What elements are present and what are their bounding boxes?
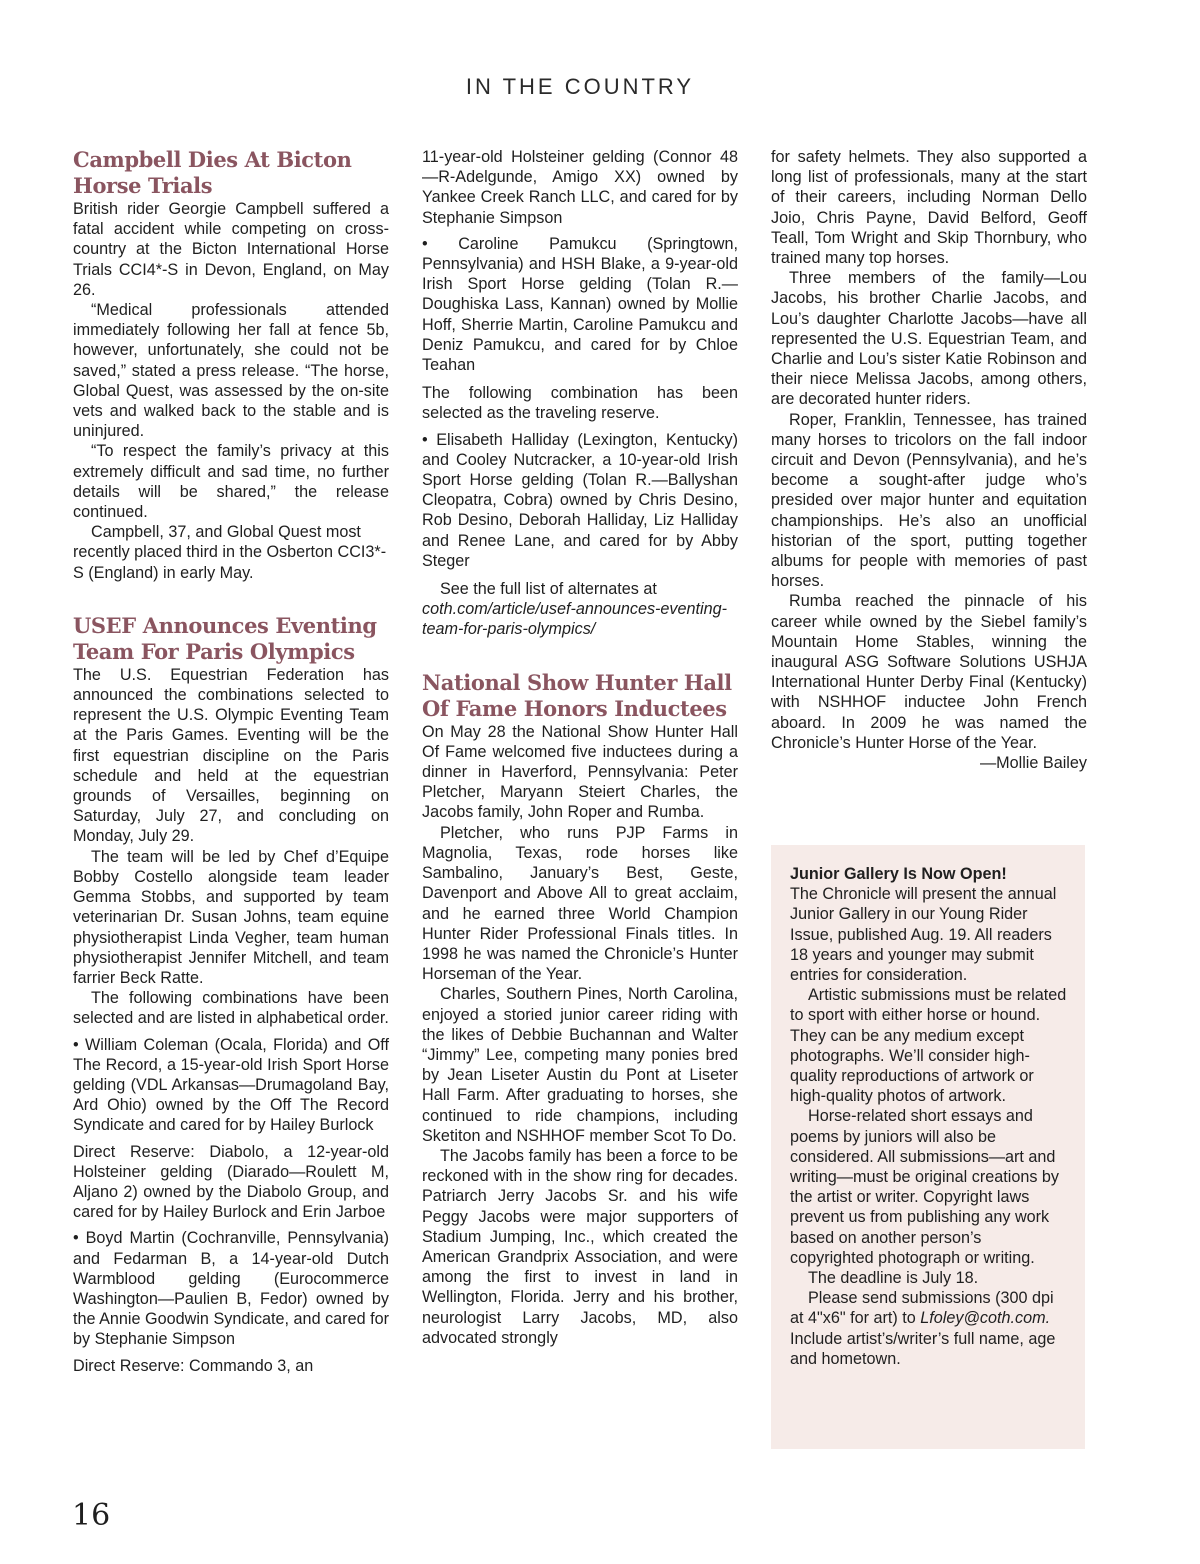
article-headline: USEF Announces Eventing Team For Paris Olympics: [73, 612, 377, 664]
junior-gallery-box: [771, 845, 1085, 1449]
list-item: • Caroline Pamukcu (Springtown, Pennsylvania) and HSH Blake, a 9-year-old Irish Sport Horse gelding (Tolan R.—Doughiska Lass, Kannan) owned by Mollie Hoff, Sherrie Martin, Caroline Pamukcu and Deniz Pamukcu, and cared for by Chloe Teahan: [422, 234, 738, 375]
gallery-submission: [790, 1288, 1067, 1369]
article-headline: National Show Hunter Hall Of Fame Honors Inductees: [422, 669, 732, 721]
body-paragraph: Roper, Franklin, Tennessee, has trained many horses to tricolors on the fall indoor circuit and Devon (Pennsylvania), and he’s become a sought-after judge who’s presided over major hunter and equitation championships. He’s also an unofficial historian of the sport, putting together albums for people with memories of past horses.: [771, 410, 1087, 591]
article-link[interactable]: coth.com/article/usef-announces-eventing-team-for-paris-olympics/: [422, 600, 728, 639]
reserve-note: Direct Reserve: Commando 3, an: [73, 1356, 314, 1375]
list-item: • William Coleman (Ocala, Florida) and Off The Record, a 15-year-old Irish Sport Horse gelding (VDL Arkansas—Drumagoland Bay, Ard Ohio) owned by the Off The Record Syndicate and cared for by Hailey Burlock: [73, 1035, 389, 1135]
body-paragraph: Three members of the family—Lou Jacobs, his brother Charlie Jacobs, and Lou’s daughter Charlotte Jacobs—have all represented the U.S. Equestrian Team, and Charlie and Lou’s sister Katie Robinson and their niece Melissa Jacobs, among others, are decorated hunter riders.: [771, 269, 1087, 409]
submission-text: Please send submissions (300 dpi at 4"x6" for art) to: [790, 1289, 1054, 1328]
body-paragraph: The following combinations have been selected and are listed in alphabetical order.: [73, 989, 389, 1028]
body-paragraph: for safety helmets. They also supported a long list of professionals, many at the start of their careers, including Norman Dello Joio, Chris Payne, David Belford, Geoff Teall, Tom Wright and Skip Thornbury, who trained many top horses.: [771, 148, 1087, 268]
article-headline: Campbell Dies At Bicton Horse Trials: [73, 147, 352, 198]
email-link[interactable]: Lfoley@coth.com.: [920, 1309, 1051, 1328]
reserve-note: Direct Reserve: Diabolo, a 12-year-old Holsteiner gelding (Diarado—Roulett M, Aljano 2) owned by the Diabolo Group, and cared for by Hailey Burlock and Erin Jarboe: [73, 1142, 389, 1222]
body-paragraph: On May 28 the National Show Hunter Hall Of Fame welcomed five inductees during a dinner in Haverford, Pennsylvania: Peter Pletcher, Maryann Steiert Charles, the Jacobs family, John Roper and Rumba.: [422, 722, 738, 822]
body-paragraph: “To respect the family’s privacy at this extremely difficult and sad time, no further details will be shared,” the release continued.: [73, 442, 389, 522]
column-2: [422, 147, 738, 1348]
column-3: [771, 147, 1087, 773]
gallery-title: Junior Gallery Is Now Open!: [790, 865, 1007, 883]
page-number: 16: [72, 1498, 111, 1533]
list-item: • Boyd Martin (Cochranville, Pennsylvania) and Fedarman B, a 14-year-old Dutch Warmblood gelding (Eurocommerce Washington—Paulien B, Fedor) owned by the Annie Goodwin Syndicate, and cared for by Stephanie Simpson: [73, 1229, 389, 1349]
body-paragraph: Charles, Southern Pines, North Carolina, enjoyed a storied junior career riding with the likes of Debbie Buchannan and Walter “Jimmy” Lee, competing many ponies bred by Jean Liseter Austin du Pont at Liseter Hall Farm. After graduating to horses, she continued to ride champions, including Sketiton and NSHHOF member Scot To Do.: [422, 985, 738, 1145]
body-paragraph: The following combination has been selected as the traveling reserve.: [422, 384, 738, 423]
body-paragraph: The U.S. Equestrian Federation has announced the combinations selected to represent the U.S. Olympic Eventing Team at the Paris Games. Eventing will be the first equestrian discipline on the Paris schedule and held at the equestrian grounds of Versailles, beginning on Saturday, July 27, and concluding on Monday, July 29.: [73, 665, 389, 846]
body-paragraph: Campbell, 37, and Global Quest most recently placed third in the Osberton CCI3*-S (England) in early May.: [73, 523, 387, 582]
author-signature: —Mollie Bailey: [979, 754, 1087, 773]
column-1: [73, 147, 389, 1376]
body-paragraph: 11-year-old Holsteiner gelding (Connor 48—R-Adelgunde, Amigo XX) owned by Yankee Creek Ranch LLC, and cared for by Stephanie Simpson: [422, 148, 738, 227]
body-paragraph: Pletcher, who runs PJP Farms in Magnolia, Texas, rode horses like Sambalino, January’s Best, Geste, Davenport and Above All to great acclaim, and he earned three World Champion Hunter Rider Professional Finals titles. In 1998 he was named the Chronicle’s Hunter Horseman of the Year.: [422, 823, 738, 984]
body-paragraph: The Jacobs family has been a force to be reckoned with in the show ring for decades. Patriarch Jerry Jacobs Sr. and his wife Peggy Jacobs were major supporters of Stadium Jumping, Inc., which created the American Grandprix Association, and were among the first to invest in land in Wellington, Florida. Jerry and his brother, neurologist Larry Jacobs, MD, also advocated strongly: [422, 1146, 738, 1347]
body-paragraph: British rider Georgie Campbell suffered a fatal accident while competing on cross-country at the Bicton International Horse Trials CCI4*-S in Devon, England, on May 26.: [73, 200, 389, 299]
gallery-deadline: The deadline is July 18.: [808, 1269, 979, 1288]
alternates-note: [422, 579, 738, 640]
body-paragraph: The team will be led by Chef d’Equipe Bobby Costello alongside team leader Gemma Stobbs, and supported by team veterinarian Dr. Susan Johns, team equine physiotherapist Linda Vegher, team human physiotherapist Jennifer Mitchell, and team farrier Beck Ratte.: [73, 847, 389, 987]
submission-text-end: Include artist’s/writer’s full name, age and hometown.: [790, 1329, 1056, 1368]
list-item: • Elisabeth Halliday (Lexington, Kentucky) and Cooley Nutcracker, a 10-year-old Irish Sport Horse gelding (Tolan R.—Ballyshan Cleopatra, Cobra) owned by Chris Desino, Rob Desino, Deborah Halliday, Liz Halliday and Renee Lane, and cared for by Abby Steger: [422, 430, 738, 570]
gallery-paragraph: Artistic submissions must be related to sport with either horse or hound. They can be any medium except photographs. We’ll consider high-quality reproductions of artwork or high-quality photos of artwork.: [790, 986, 1067, 1106]
gallery-paragraph: The Chronicle will present the annual Junior Gallery in our Young Rider Issue, published Aug. 19. All readers 18 years and younger may submit entries for consideration.: [790, 885, 1057, 985]
body-paragraph: “Medical professionals attended immediately following her fall at fence 5b, however, unfortunately, she could not be saved,” stated a press release. “The horse, Global Quest, was assessed by the on-site vets and walked back to the stable and is uninjured.: [73, 301, 389, 441]
section-title: IN THE COUNTRY: [465, 74, 695, 99]
body-paragraph: Rumba reached the pinnacle of his career while owned by the Siebel family’s Mountain Home Stables, winning the inaugural ASG Software Solutions USHJA International Hunter Derby Final (Kentucky) with NSHHOF inductee John French aboard. In 2009 he was named the Chronicle’s Hunter Horse of the Year.: [771, 592, 1087, 752]
gallery-paragraph: Horse-related short essays and poems by juniors will also be considered. All submissions—art and writing—must be original creations by the artist or writer. Copyright laws prevent us from publishing any work based on another person’s copyrighted photograph or writing.: [790, 1107, 1060, 1267]
alternates-text: See the full list of alternates at: [440, 580, 657, 599]
